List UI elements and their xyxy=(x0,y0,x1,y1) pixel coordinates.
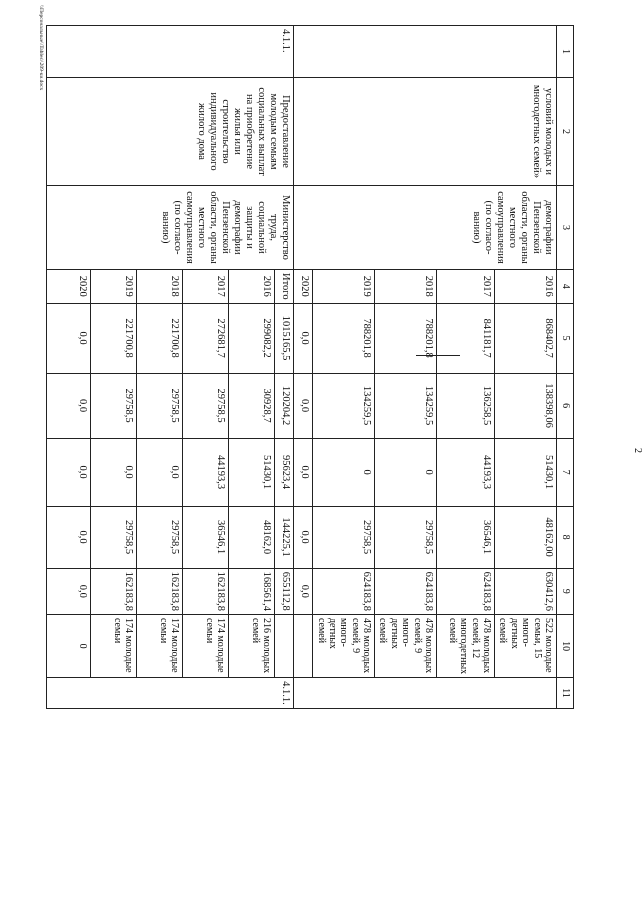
value-cell: 0,0 xyxy=(294,438,313,506)
value-cell: 1015165,5 xyxy=(275,303,294,373)
header-cell: 6 xyxy=(557,373,574,438)
value-cell: 48162,00 xyxy=(495,506,557,568)
col11-cell xyxy=(294,678,557,709)
value-cell: 841181,7 xyxy=(437,303,495,373)
value-cell: 0,0 xyxy=(47,303,91,373)
header-cell: 11 xyxy=(557,678,574,709)
value-cell: 221700,8 xyxy=(137,303,183,373)
table-row xyxy=(495,26,557,709)
header-row xyxy=(557,26,574,709)
value-cell: 44193,3 xyxy=(437,438,495,506)
value-cell: 29758,5 xyxy=(91,373,137,438)
measure-name: Предоставление молодым семьям социальных выплат на приобретение жилья или строительство индивидуального жилого дома xyxy=(47,78,294,186)
value-cell: 36546,1 xyxy=(437,506,495,568)
result-cell xyxy=(275,614,294,677)
value-cell: 36546,1 xyxy=(183,506,229,568)
measure-name: условий молодых и многодетных семей» xyxy=(294,78,557,186)
result-cell: 478 молодых семей, 9 много-детных семей xyxy=(375,614,437,677)
value-cell: 630412,6 xyxy=(495,568,557,614)
value-cell: 0 xyxy=(375,438,437,506)
value-cell: 0,0 xyxy=(47,568,91,614)
year-cell: 2018 xyxy=(137,270,183,304)
value-cell: 162183,8 xyxy=(137,568,183,614)
value-cell: 134259,5 xyxy=(375,373,437,438)
value-cell: 0,0 xyxy=(294,568,313,614)
value-cell: 0,0 xyxy=(137,438,183,506)
value-cell: 655112,8 xyxy=(275,568,294,614)
year-cell: 2016 xyxy=(495,270,557,304)
value-cell: 29758,5 xyxy=(183,373,229,438)
header-cell: 2 xyxy=(557,78,574,186)
result-cell: 478 молодых семей, 9 много-детных семей xyxy=(313,614,375,677)
value-cell: 624183,8 xyxy=(313,568,375,614)
value-cell: 0,0 xyxy=(47,506,91,568)
year-cell: Итого xyxy=(275,270,294,304)
value-cell: 136258,5 xyxy=(437,373,495,438)
result-cell: 174 молодые семьи xyxy=(183,614,229,677)
value-cell: 624183,8 xyxy=(375,568,437,614)
col11-cell: 4.1.1. xyxy=(47,678,294,709)
year-cell: 2017 xyxy=(437,270,495,304)
value-cell: 162183,8 xyxy=(183,568,229,614)
result-cell: 216 молодых семей xyxy=(229,614,275,677)
value-cell: 29758,5 xyxy=(91,506,137,568)
header-cell: 7 xyxy=(557,438,574,506)
value-cell: 51430,1 xyxy=(495,438,557,506)
year-cell: 2017 xyxy=(183,270,229,304)
value-cell: 868402,7 xyxy=(495,303,557,373)
header-cell: 10 xyxy=(557,614,574,677)
value-cell: 120204,2 xyxy=(275,373,294,438)
header-cell: 4 xyxy=(557,270,574,304)
value-cell: 51430,1 xyxy=(229,438,275,506)
year-cell: 2016 xyxy=(229,270,275,304)
value-cell: 44193,3 xyxy=(183,438,229,506)
value-cell: 162183,8 xyxy=(91,568,137,614)
header-cell: 3 xyxy=(557,186,574,270)
value-cell: 138398,06 xyxy=(495,373,557,438)
value-cell: 29758,5 xyxy=(313,506,375,568)
header-cell: 1 xyxy=(557,26,574,78)
value-cell: 30928,7 xyxy=(229,373,275,438)
value-cell: 29758,5 xyxy=(375,506,437,568)
value-cell: 299082,2 xyxy=(229,303,275,373)
value-cell: 0,0 xyxy=(47,373,91,438)
executor-cell: демографии Пензенской области, органы местного самоуправления (по согласо-ванию) xyxy=(294,186,557,270)
value-cell: 0,0 xyxy=(47,438,91,506)
year-cell: 2018 xyxy=(375,270,437,304)
value-cell: 29758,5 xyxy=(137,373,183,438)
value-cell: 144225,1 xyxy=(275,506,294,568)
value-cell: 0,0 xyxy=(294,506,313,568)
value-cell: 788201,8 xyxy=(313,303,375,373)
executor-cell: Министерство труда, социальной защиты и демографии Пензенской области, органы местного самоуправления (по согласо-ванию) xyxy=(47,186,294,270)
result-cell: 174 молодые семьи xyxy=(91,614,137,677)
value-cell: 0 xyxy=(313,438,375,506)
value-cell: 95623,4 xyxy=(275,438,294,506)
value-cell: 624183,8 xyxy=(437,568,495,614)
result-cell xyxy=(294,614,313,677)
value-cell: 221700,8 xyxy=(91,303,137,373)
result-cell: 522 молодые семьи, 15 много-детных семей xyxy=(495,614,557,677)
table-row xyxy=(275,26,294,709)
value-cell: 0,0 xyxy=(294,303,313,373)
year-cell: 2020 xyxy=(294,270,313,304)
value-cell: 788201,8 xyxy=(375,303,437,373)
result-cell: 478 молодых семей, 12 многодетных семей xyxy=(437,614,495,677)
value-cell: 48162,0 xyxy=(229,506,275,568)
value-cell: 134259,5 xyxy=(313,373,375,438)
page-number: 2 xyxy=(632,448,643,453)
year-cell: 2019 xyxy=(91,270,137,304)
value-cell: 29758,5 xyxy=(137,506,183,568)
result-cell: 0 xyxy=(47,614,91,677)
year-cell: 2019 xyxy=(313,270,375,304)
header-cell: 5 xyxy=(557,303,574,373)
value-cell: 0,0 xyxy=(91,438,137,506)
result-cell: 174 молодые семьи xyxy=(137,614,183,677)
row-number-cell: 4.1.1. xyxy=(47,26,294,78)
header-cell: 8 xyxy=(557,506,574,568)
value-cell: 168561,4 xyxy=(229,568,275,614)
year-cell: 2020 xyxy=(47,270,91,304)
file-path: \\Персональные\\Tables\\209-ки.docx xyxy=(38,5,44,91)
value-cell: 272681,7 xyxy=(183,303,229,373)
header-cell: 9 xyxy=(557,568,574,614)
row-number-cell xyxy=(294,26,557,78)
program-table xyxy=(46,25,574,709)
value-cell: 0,0 xyxy=(294,373,313,438)
